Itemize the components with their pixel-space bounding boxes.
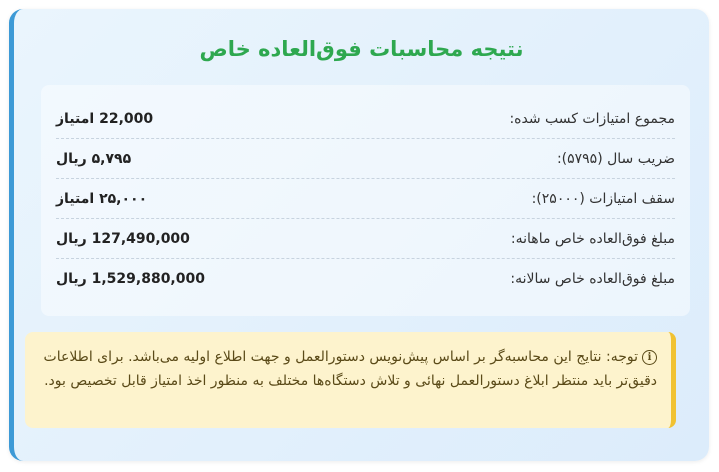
result-label: سقف امتیازات (۲۵۰۰۰): bbox=[531, 190, 675, 207]
result-value: 127,490,000 ریال bbox=[56, 230, 190, 247]
notice-box bbox=[25, 332, 676, 428]
result-label: مجموع امتیازات کسب شده: bbox=[509, 110, 675, 127]
results-panel bbox=[41, 85, 690, 316]
result-row-year-coefficient bbox=[56, 139, 675, 179]
card-title: نتیجه محاسبات فوق‌العاده خاص bbox=[199, 37, 524, 61]
result-value: ۵,۷۹۵ ریال bbox=[56, 150, 132, 167]
result-row-monthly-amount bbox=[56, 219, 675, 259]
result-row-total-points bbox=[56, 99, 675, 139]
info-icon: i bbox=[642, 350, 657, 365]
result-label: مبلغ فوق‌العاده خاص ماهانه: bbox=[510, 230, 675, 247]
result-value: 22,000 امتیاز bbox=[56, 110, 154, 127]
notice-text: توجه: نتایج این محاسبه‌گر بر اساس پیش‌نویس دستورالعمل و جهت اطلاع اولیه می‌باشد. برای اطلاعات دقیق‌تر باید منتظر ابلاغ دستورالعمل نهائی و تلاش دستگاه‌ها مختلف به منظور اخذ امتیاز قابل تخصیص بود. bbox=[43, 349, 657, 389]
result-value: ۲۵,۰۰۰ امتیاز bbox=[56, 190, 148, 207]
result-label: ضریب سال (۵۷۹۵): bbox=[556, 150, 675, 167]
result-row-points-cap bbox=[56, 179, 675, 219]
result-label: مبلغ فوق‌العاده خاص سالانه: bbox=[510, 271, 675, 287]
result-value: 1,529,880,000 ریال bbox=[56, 271, 205, 287]
result-row-annual-amount bbox=[56, 259, 675, 299]
